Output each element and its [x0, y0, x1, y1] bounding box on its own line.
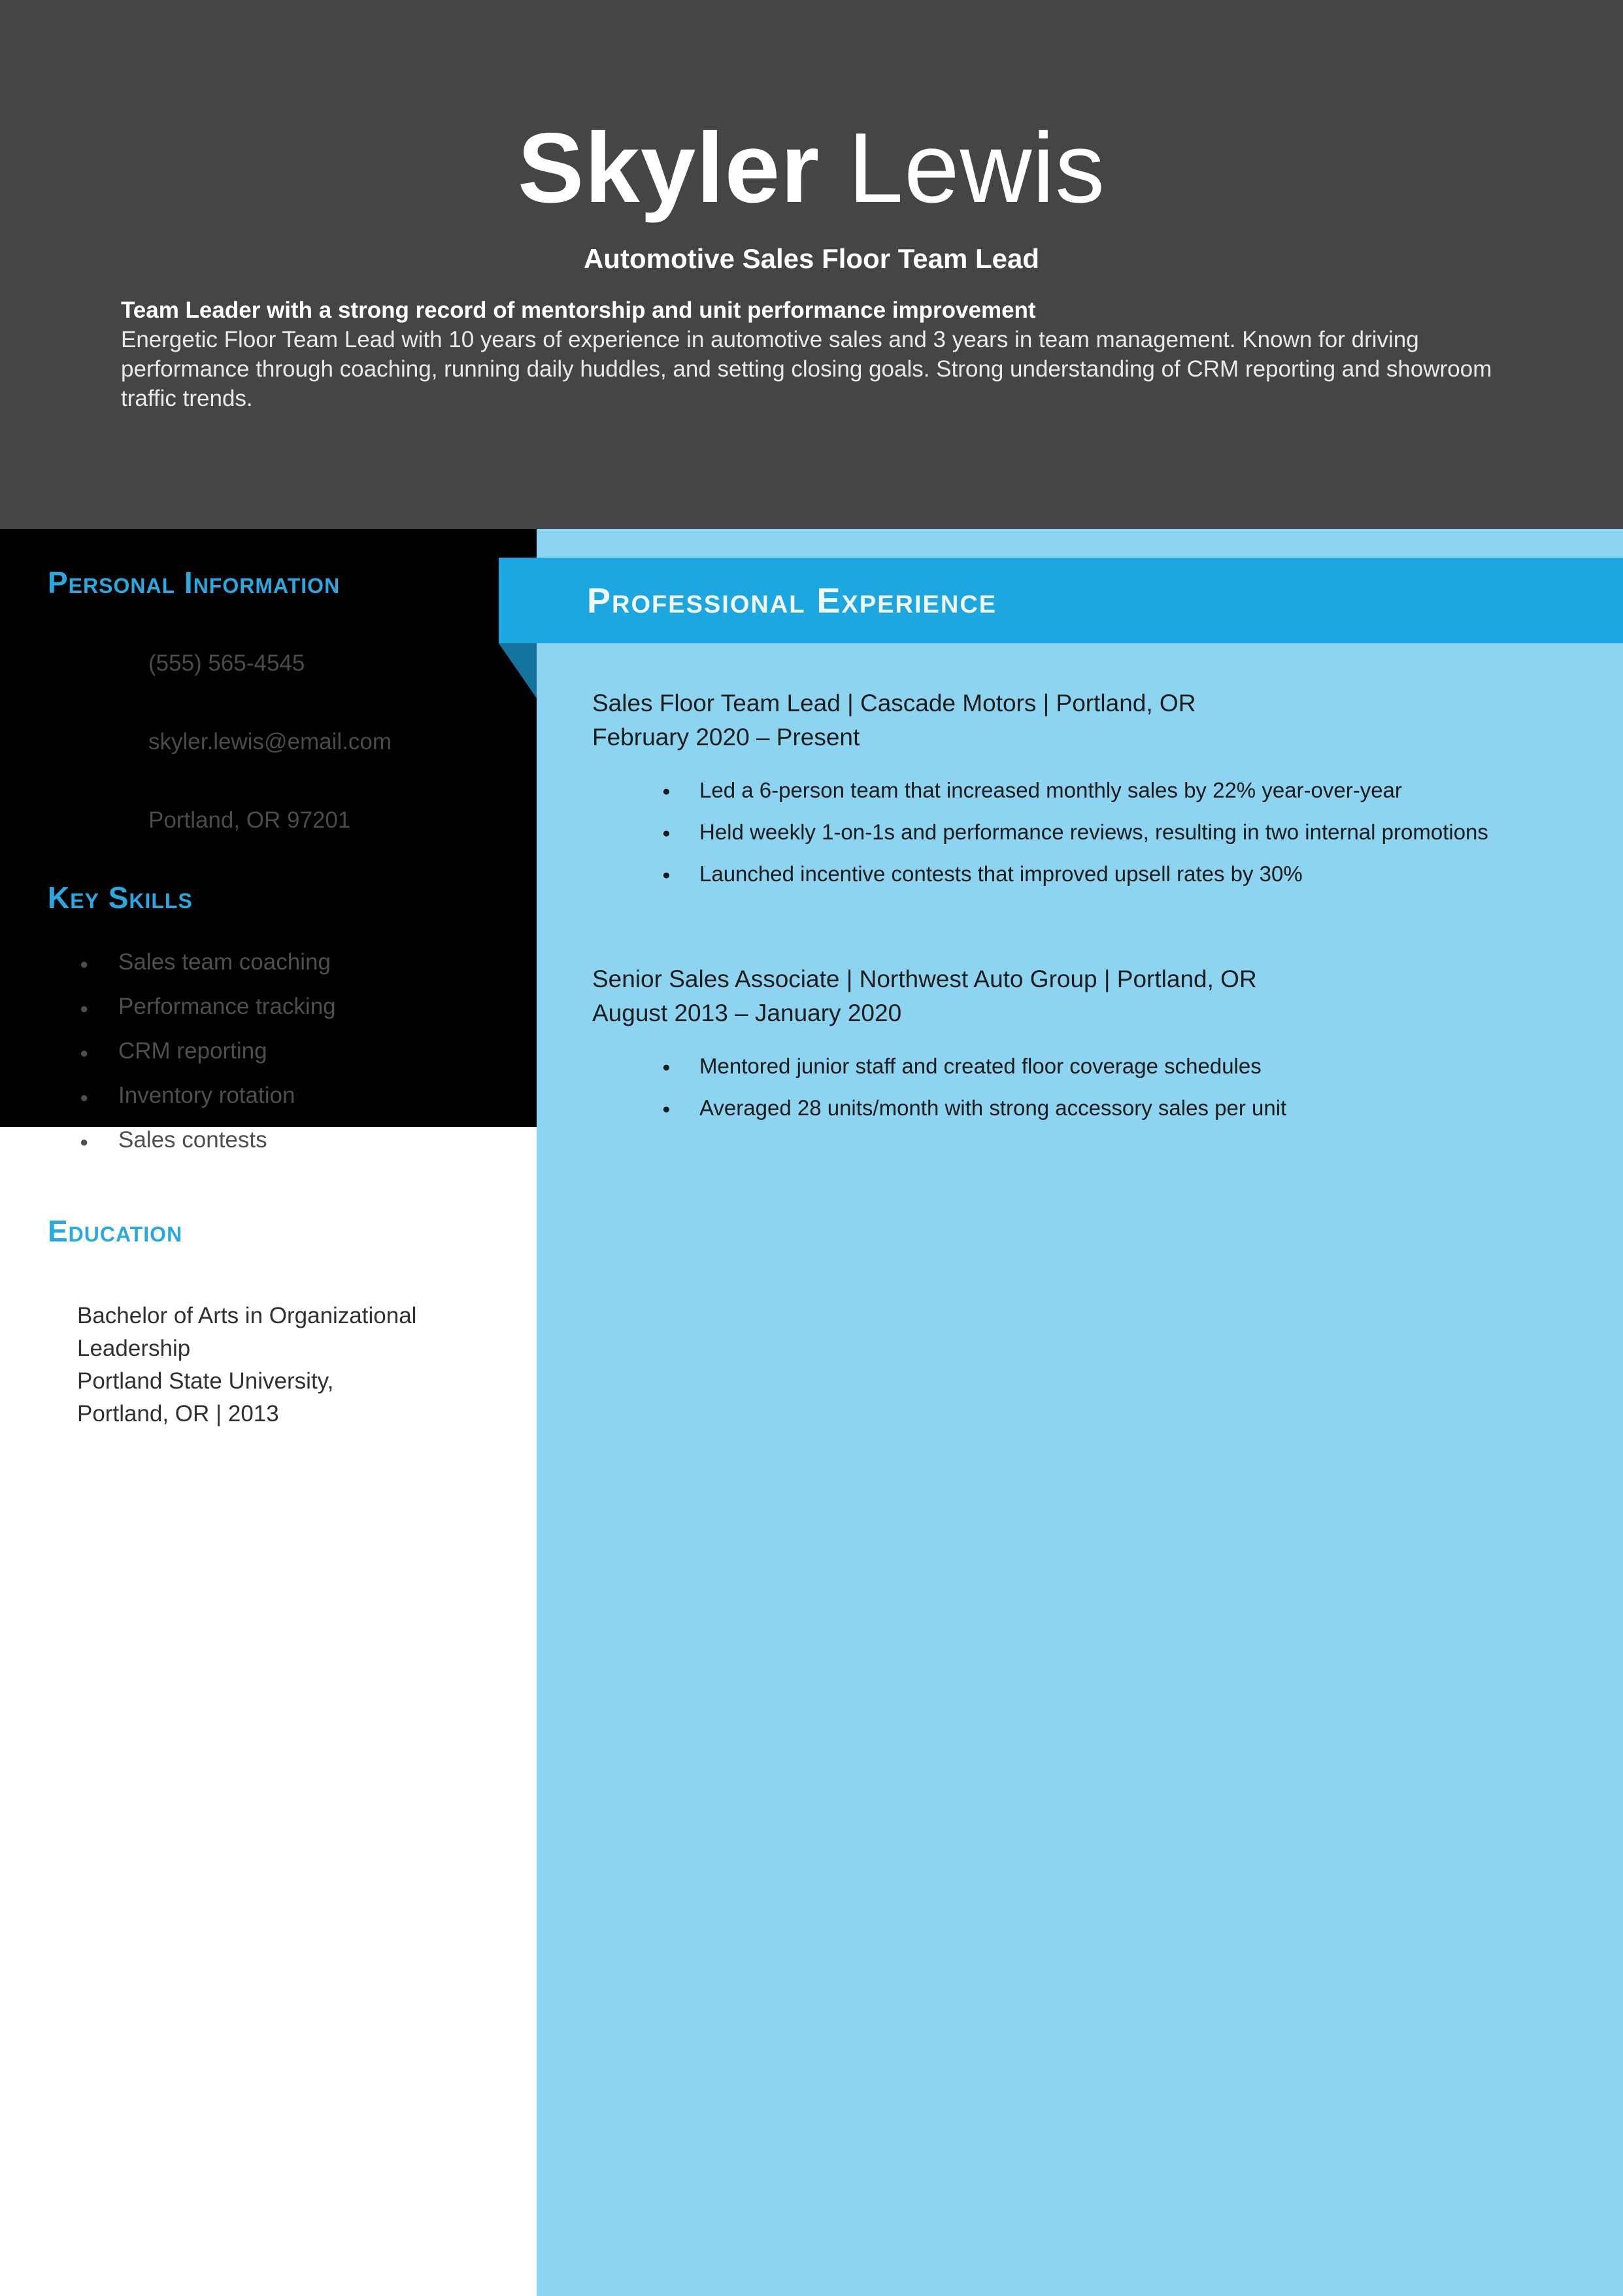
job-dates: August 2013 – January 2020 [592, 1000, 902, 1026]
last-name: Lewis [848, 112, 1106, 224]
summary-section [121, 295, 1503, 413]
professional-experience-banner [499, 558, 1623, 643]
personal-information-heading: Personal Information [48, 566, 341, 599]
education-location-year: Portland, OR | 2013 [77, 1401, 279, 1427]
job-bullet: ● Averaged 28 units/month with strong accessory sales per unit [662, 1094, 1492, 1122]
contact-item: Portland, OR 97201 [148, 807, 351, 833]
contact-item: (555) 565-4545 [148, 650, 305, 676]
skill-item: ● Sales team coaching [80, 949, 336, 975]
education-degree: Bachelor of Arts in Organizational Leadership [77, 1303, 417, 1361]
job-bullet: ● Led a 6-person team that increased monthly sales by 22% year-over-year [662, 777, 1492, 804]
skill-item: ● CRM reporting [80, 1038, 336, 1064]
education-heading: Education [48, 1214, 183, 1248]
job-bullet: ● Launched incentive contests that improved upsell rates by 30% [662, 860, 1492, 888]
summary-lead: Team Leader with a strong record of mentorship and unit performance improvement [121, 297, 1036, 323]
education-block [77, 1300, 502, 1430]
job-bullet-list [662, 1053, 1492, 1122]
job-bullet-list [662, 777, 1492, 888]
job-title-subtitle: Automotive Sales Floor Team Lead [583, 243, 1040, 274]
job-title: Senior Sales Associate | Northwest Auto Group | Portland, OR [592, 966, 1257, 992]
summary-body: Energetic Floor Team Lead with 10 years of experience in automotive sales and 3 years in team management. Known for driving performance through coaching, running daily huddles, and setting closing goals. Strong understanding of CRM reporting and showroom traffic trends. [121, 327, 1492, 411]
job-entry [592, 686, 1492, 902]
first-name: Skyler [517, 112, 820, 224]
job-entry [592, 962, 1492, 1136]
skills-list [80, 949, 336, 1172]
education-school: Portland State University, [77, 1368, 334, 1394]
key-skills-heading: Key Skills [48, 881, 193, 915]
contact-item: skyler.lewis@email.com [148, 729, 392, 754]
resume-header [0, 0, 1623, 529]
job-title: Sales Floor Team Lead | Cascade Motors | Portland, OR [592, 690, 1196, 717]
contact-list [148, 650, 392, 886]
candidate-name [0, 112, 1623, 224]
experience-heading: Professional Experience [587, 581, 997, 620]
job-bullet: ● Mentored junior staff and created floor coverage schedules [662, 1053, 1492, 1080]
skill-item: ● Inventory rotation [80, 1083, 336, 1109]
job-dates: February 2020 – Present [592, 724, 860, 751]
skill-item: ● Sales contests [80, 1127, 336, 1153]
skill-item: ● Performance tracking [80, 994, 336, 1020]
job-bullet: ● Held weekly 1-on-1s and performance reviews, resulting in two internal promotions [662, 819, 1492, 846]
